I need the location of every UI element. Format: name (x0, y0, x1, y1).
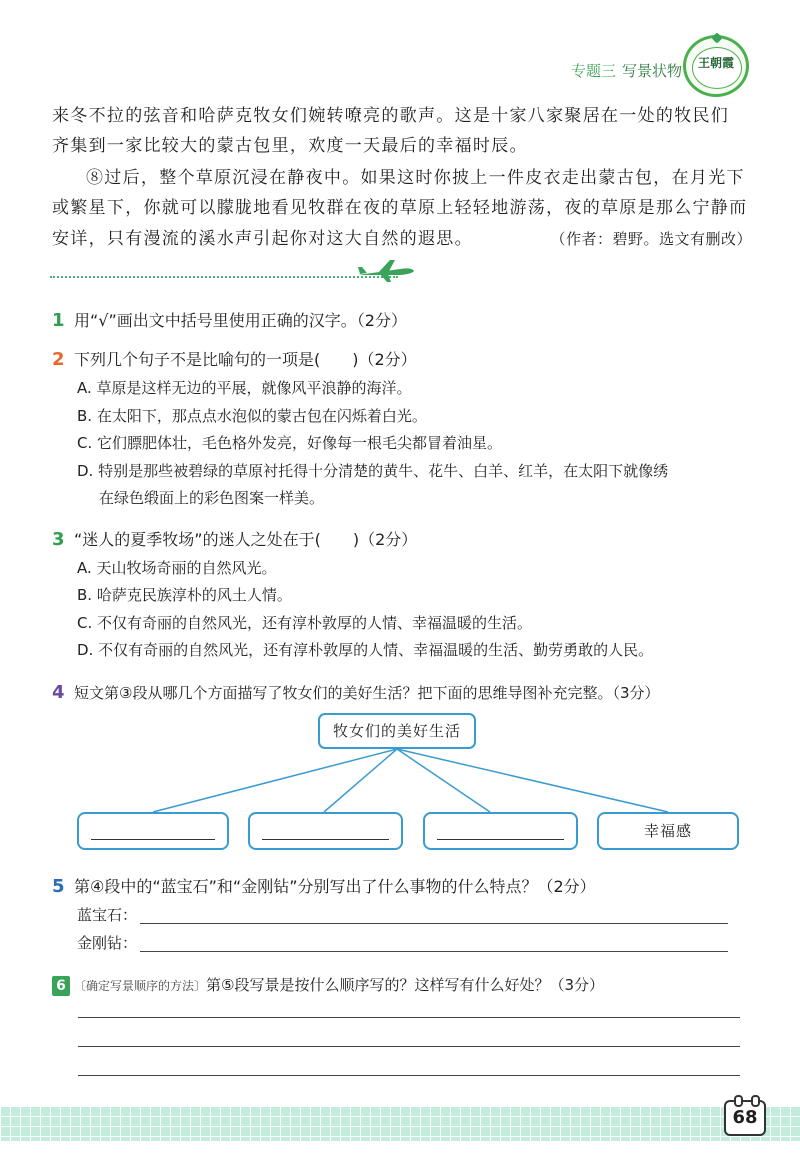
option-d-cont: 在绿色缎面上的彩色图案一样美。 (99, 489, 325, 507)
question-text: “迷人的夏季牧场”的迷人之处在于( )（2分） (74, 530, 418, 549)
mind-map-leaf-4 (597, 812, 739, 850)
answer-line-2[interactable] (140, 951, 728, 952)
question-number: 5 (52, 876, 65, 897)
answer-line-4[interactable] (78, 1046, 740, 1047)
answer-line-3[interactable] (78, 1017, 740, 1018)
question-number: 3 (52, 529, 65, 550)
question-text: 短文第③段从哪几个方面描写了牧女们的美好生活？把下面的思维导图补充完整。（3分） (74, 684, 660, 702)
paragraph-8-start: ⑧过后，整个草原沉浸在静夜中。如果这时你披上一件皮衣走出蒙古包，在月光下 (86, 168, 745, 188)
footer-grid-band (0, 1106, 800, 1141)
section-label: 专题三 (570, 62, 616, 80)
question-text: 用“√”画出文中括号里使用正确的汉字。（2分） (74, 311, 407, 330)
mind-map-root: 牧女们的美好生活 (318, 713, 476, 749)
question-number: 2 (52, 349, 65, 370)
mind-map-blank-2[interactable] (248, 812, 403, 850)
question-number: 4 (52, 682, 65, 703)
passage-line: 齐集到一家比较大的蒙古包里，欢度一天最后的幸福时辰。 (52, 136, 528, 156)
method-tag: 〔确定写景顺序的方法〕 (74, 979, 207, 993)
source-note: （作者：碧野。选文有删改） (550, 230, 752, 248)
option-b: B. 在太阳下，那点点水泡似的蒙古包在闪烁着白光。 (77, 407, 427, 425)
mind-map-blank-1[interactable] (77, 812, 229, 850)
question-text: 第④段中的“蓝宝石”和“金刚钻”分别写出了什么事物的什么特点？（2分） (74, 877, 596, 896)
question-text: 第⑤段写景是按什么顺序写的？这样写有什么好处？（3分） (206, 976, 605, 994)
passage-text: 安详，只有漫流的溪水声引起你对这大自然的遐思。 (52, 229, 473, 249)
mind-map-blank-3[interactable] (423, 812, 578, 850)
answer-label-2: 金刚钻： (77, 934, 138, 952)
option-d: D. 不仅有奇丽的自然风光，还有淳朴敦厚的人情、幸福温暖的生活、勤劳勇敢的人民。 (77, 641, 654, 659)
answer-label-1: 蓝宝石： (77, 906, 138, 924)
option-c: C. 不仅有奇丽的自然风光，还有淳朴敦厚的人情、幸福温暖的生活。 (77, 614, 533, 632)
passage-line: 来冬不拉的弦音和哈萨克牧女们婉转嘹亮的歌声。这是十家八家聚居在一处的牧民们 (52, 106, 730, 126)
option-b: B. 哈萨克民族淳朴的风土人情。 (77, 586, 292, 604)
question-number: 6 (52, 976, 70, 996)
topic-label: 写景状物 (621, 62, 682, 80)
answer-line-5[interactable] (78, 1075, 740, 1076)
option-a: A. 天山牧场奇丽的自然风光。 (77, 559, 277, 577)
page-number-text: 68 (732, 1107, 758, 1128)
brand-name: 王朝霞 (697, 56, 734, 70)
option-a: A. 草原是这样无边的平展，就像风平浪静的海洋。 (77, 379, 412, 397)
answer-line-1[interactable] (140, 923, 728, 924)
option-c: C. 它们膘肥体壮，毛色格外发亮，好像每一根毛尖都冒着油星。 (77, 434, 503, 452)
passage-line: 或繁星下，你就可以朦胧地看见牧群在夜的草原上轻轻地游荡，夜的草原是那么宁静而 (52, 198, 748, 218)
question-number: 1 (52, 310, 65, 331)
question-6 (52, 973, 604, 998)
page-number (724, 1100, 766, 1136)
leaf-label: 幸福感 (643, 822, 692, 840)
option-d: D. 特别是那些被碧绿的草原衬托得十分清楚的黄牛、花牛、白羊、红羊，在太阳下就像绣 (77, 462, 669, 480)
question-text: 下列几个句子不是比喻句的一项是( )（2分） (74, 350, 417, 369)
question-5 (52, 875, 596, 899)
